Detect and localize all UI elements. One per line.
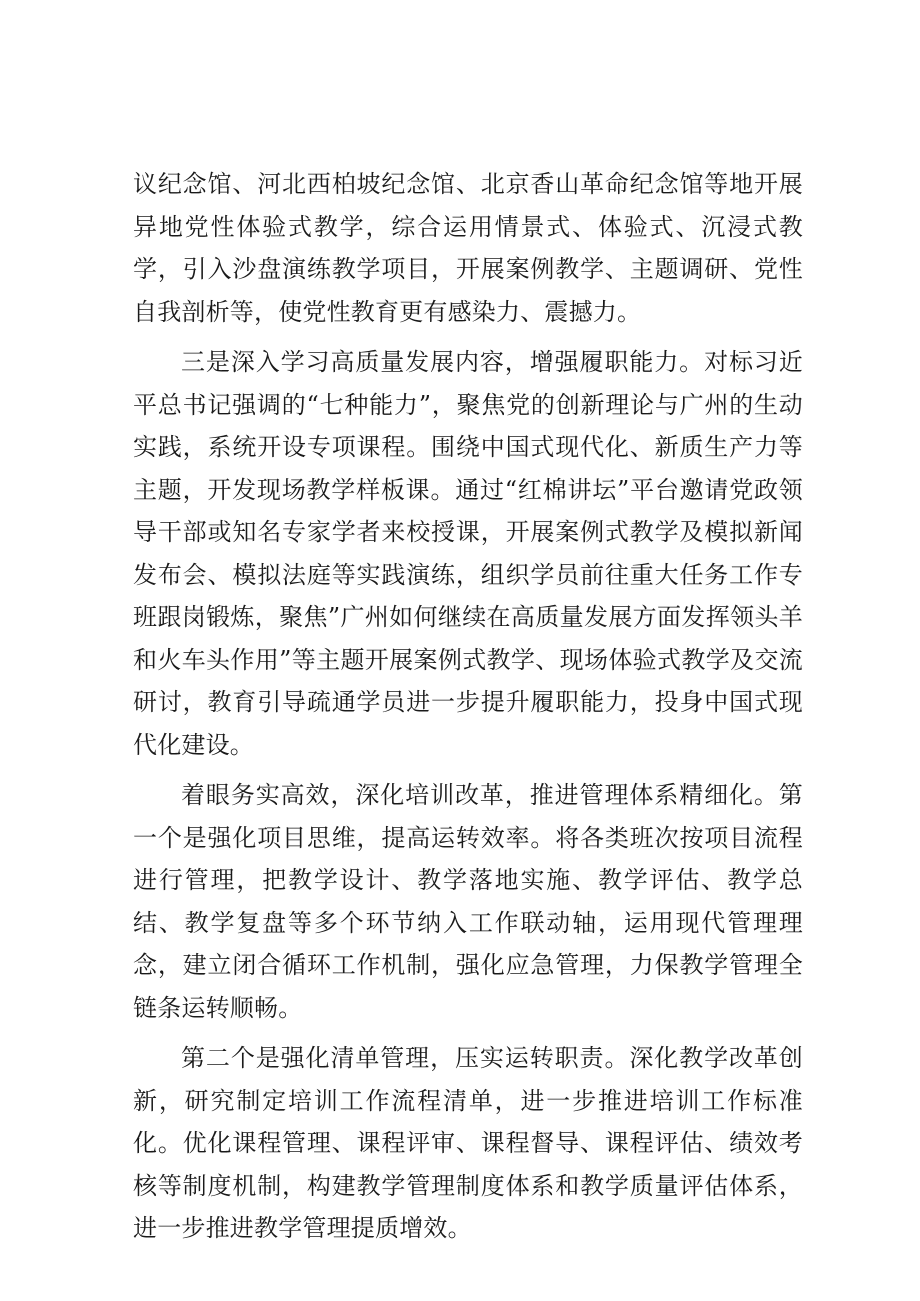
paragraph-high-quality-development: 三是深入学习高质量发展内容，增强履职能力。对标习近平总书记强调的“七种能力”，聚焦党的创新理论与广州的生动实践，系统开设专项课程。围绕中国式现代化、新质生产力等主题，开发现场教学样板课。通过“红棉讲坛”平台邀请党政领导干部或知名专家学者来校授课，开展案例式教学及模拟新闻发布会、模拟法庭等实践演练，组织学员前往重大任务工作专班跟岗锻炼，聚焦”广州如何继续在高质量发展方面发挥领头羊和火车头作用”等主题开展案例式教学、现场体验式教学及交流研讨，教育引导疏通学员进一步提升履职能力，投身中国式现代化建设。 xyxy=(133,348,803,759)
document-body xyxy=(133,163,803,1250)
paragraph-checklist-management: 第二个是强化清单管理，压实运转职责。深化教学改革创新，研究制定培训工作流程清单，进一步推进培训工作标准化。优化课程管理、课程评审、课程督导、课程评估、绩效考核等制度机制，构建教学管理制度体系和教学质量评估体系，进一步推进教学管理提质增效。 xyxy=(133,1044,803,1242)
paragraph-training-reform: 着眼务实高效，深化培训改革，推进管理体系精细化。第一个是强化项目思维，提高运转效率。将各类班次按项目流程进行管理，把教学设计、教学落地实施、教学评估、教学总结、教学复盘等多个环节纳入工作联动轴，运用现代管理理念，建立闭合循环工作机制，强化应急管理，力保教学管理全链条运转顺畅。 xyxy=(133,781,803,1022)
paragraph-continuation: 议纪念馆、河北西柏坡纪念馆、北京香山革命纪念馆等地开展异地党性体验式教学，综合运用情景式、体验式、沉浸式教学，引入沙盘演练教学项目，开展案例教学、主题调研、党性自我剖析等，使党性教育更有感染力、震撼力。 xyxy=(133,170,803,326)
